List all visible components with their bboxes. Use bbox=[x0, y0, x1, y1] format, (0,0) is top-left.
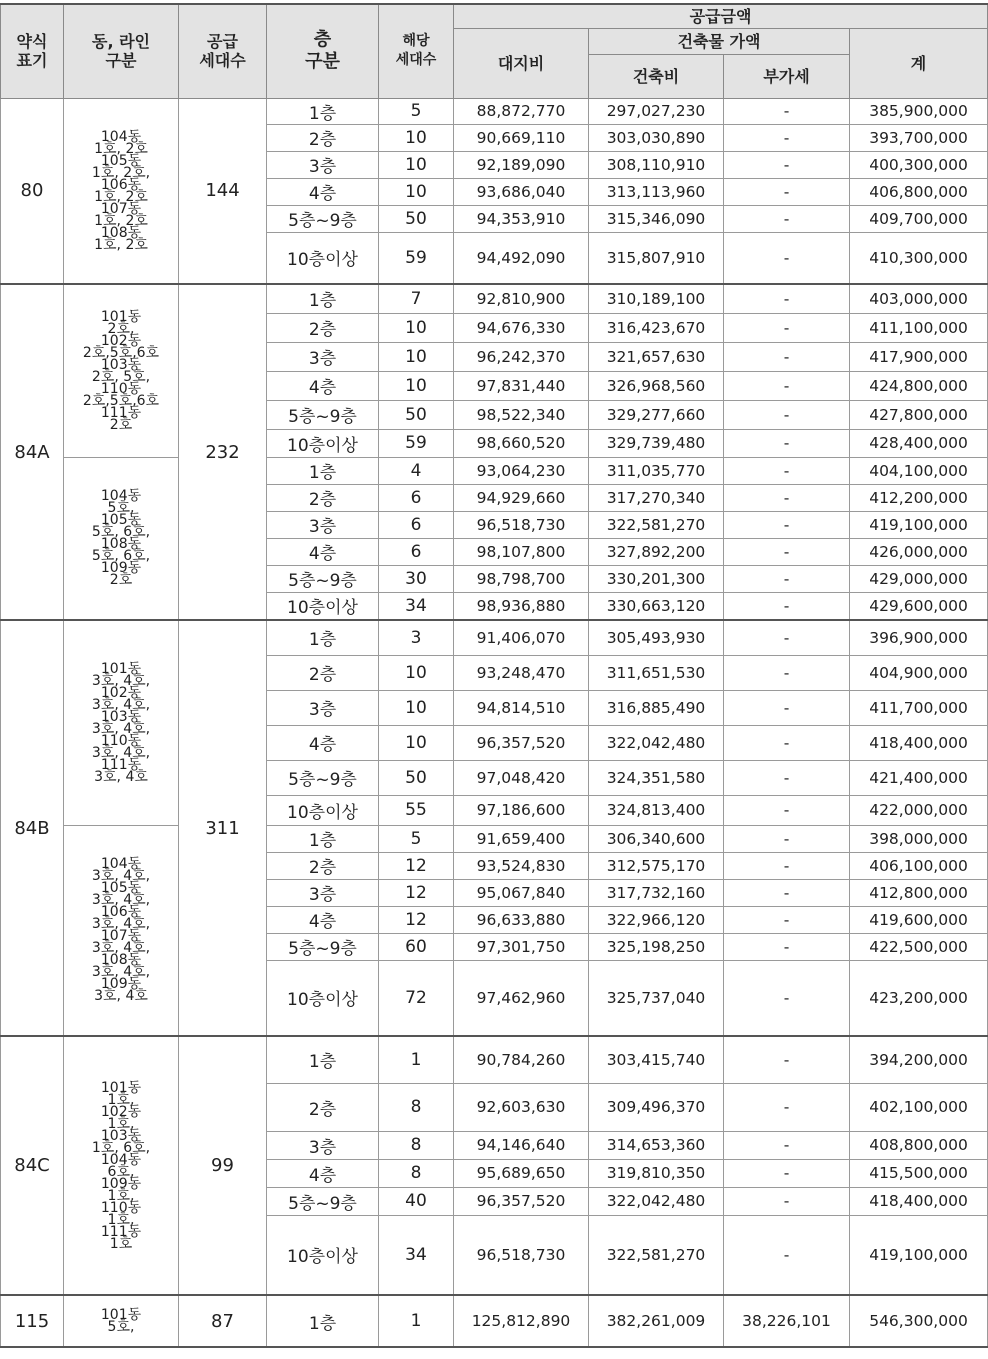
table-row bbox=[1, 1036, 988, 1083]
floor-cell: 5층~9층 bbox=[267, 400, 379, 429]
vat-cell: - bbox=[724, 371, 850, 400]
floor-units-cell: 40 bbox=[379, 1187, 454, 1215]
total-price-cell: 406,800,000 bbox=[850, 178, 988, 205]
building-price-cell: 330,201,300 bbox=[589, 565, 724, 592]
vat-cell: - bbox=[724, 1187, 850, 1215]
floor-cell: 4층 bbox=[267, 906, 379, 933]
floor-cell: 10층이상 bbox=[267, 232, 379, 284]
floor-units-cell: 60 bbox=[379, 933, 454, 960]
building-price-cell: 322,581,270 bbox=[589, 1215, 724, 1295]
vat-cell: - bbox=[724, 795, 850, 825]
building-price-cell: 314,653,360 bbox=[589, 1131, 724, 1159]
vat-cell: - bbox=[724, 98, 850, 124]
table-header bbox=[1, 4, 988, 98]
land-price-cell: 98,660,520 bbox=[454, 429, 589, 457]
table-row bbox=[1, 620, 988, 655]
supply-units-cell: 232 bbox=[179, 284, 267, 620]
total-price-cell: 428,400,000 bbox=[850, 429, 988, 457]
total-price-cell: 429,000,000 bbox=[850, 565, 988, 592]
type-cell: 84B bbox=[1, 620, 64, 1036]
land-price-cell: 93,686,040 bbox=[454, 178, 589, 205]
building-header: 건축비 bbox=[589, 54, 724, 98]
building-price-cell: 316,423,670 bbox=[589, 313, 724, 342]
land-price-cell: 98,936,880 bbox=[454, 592, 589, 620]
floor-cell: 10층이상 bbox=[267, 429, 379, 457]
land-price-cell: 91,659,400 bbox=[454, 825, 589, 852]
table-body bbox=[1, 98, 988, 1347]
floor-cell: 1층 bbox=[267, 620, 379, 655]
building-price-cell: 303,415,740 bbox=[589, 1036, 724, 1083]
floor-units-cell: 50 bbox=[379, 205, 454, 232]
vat-cell: - bbox=[724, 960, 850, 1036]
total-price-cell: 546,300,000 bbox=[850, 1295, 988, 1347]
land-price-cell: 93,064,230 bbox=[454, 457, 589, 484]
building-price-cell: 317,732,160 bbox=[589, 879, 724, 906]
total-price-cell: 427,800,000 bbox=[850, 400, 988, 429]
floor-units-cell: 59 bbox=[379, 232, 454, 284]
land-price-cell: 93,524,830 bbox=[454, 852, 589, 879]
building-price-cell: 329,739,480 bbox=[589, 429, 724, 457]
supply-units-cell: 144 bbox=[179, 98, 267, 284]
floor-cell: 10층이상 bbox=[267, 960, 379, 1036]
land-price-cell: 97,048,420 bbox=[454, 760, 589, 795]
total-price-cell: 422,000,000 bbox=[850, 795, 988, 825]
floor-cell: 3층 bbox=[267, 879, 379, 906]
floor-units-cell: 10 bbox=[379, 690, 454, 725]
total-price-cell: 422,500,000 bbox=[850, 933, 988, 960]
vat-cell: - bbox=[724, 655, 850, 690]
total-price-cell: 404,900,000 bbox=[850, 655, 988, 690]
land-price-cell: 94,929,660 bbox=[454, 484, 589, 511]
floor-units-cell: 50 bbox=[379, 760, 454, 795]
floor-cell: 4층 bbox=[267, 1159, 379, 1187]
table-row bbox=[1, 825, 988, 852]
total-price-cell: 426,000,000 bbox=[850, 538, 988, 565]
vat-cell: 38,226,101 bbox=[724, 1295, 850, 1347]
floor-cell: 3층 bbox=[267, 1131, 379, 1159]
floor-units-cell: 5 bbox=[379, 825, 454, 852]
vat-cell: - bbox=[724, 124, 850, 151]
total-price-cell: 412,800,000 bbox=[850, 879, 988, 906]
floor-units-cell: 12 bbox=[379, 879, 454, 906]
floor-cell: 1층 bbox=[267, 1295, 379, 1347]
dong-cell: 104동 3호, 4호, 105동 3호, 4호, 106동 3호, 4호, 107동 3호, 4호, 108동 3호, 4호, 109동 3호, 4호 bbox=[64, 825, 179, 1036]
vat-cell: - bbox=[724, 1036, 850, 1083]
floor-units-cell: 55 bbox=[379, 795, 454, 825]
dong-cell: 101동 3호, 4호, 102동 3호, 4호, 103동 3호, 4호, 110동 3호, 4호, 111동 3호, 4호 bbox=[64, 620, 179, 825]
floor-units-cell: 8 bbox=[379, 1159, 454, 1187]
building-price-cell: 310,189,100 bbox=[589, 284, 724, 313]
total-price-cell: 409,700,000 bbox=[850, 205, 988, 232]
floor-units-cell: 12 bbox=[379, 906, 454, 933]
vat-cell: - bbox=[724, 879, 850, 906]
building-price-cell: 317,270,340 bbox=[589, 484, 724, 511]
building-price-cell: 322,966,120 bbox=[589, 906, 724, 933]
land-price-cell: 94,146,640 bbox=[454, 1131, 589, 1159]
building-price-cell: 311,651,530 bbox=[589, 655, 724, 690]
total-price-cell: 398,000,000 bbox=[850, 825, 988, 852]
floor-units-cell: 1 bbox=[379, 1036, 454, 1083]
floor-header: 층 구분 bbox=[267, 4, 379, 98]
floor-units-cell: 10 bbox=[379, 313, 454, 342]
total-price-cell: 418,400,000 bbox=[850, 725, 988, 760]
vat-cell: - bbox=[724, 484, 850, 511]
floor-cell: 1층 bbox=[267, 1036, 379, 1083]
land-price-cell: 97,462,960 bbox=[454, 960, 589, 1036]
total-price-cell: 424,800,000 bbox=[850, 371, 988, 400]
total-price-cell: 415,500,000 bbox=[850, 1159, 988, 1187]
total-price-cell: 421,400,000 bbox=[850, 760, 988, 795]
building-price-cell: 322,042,480 bbox=[589, 1187, 724, 1215]
floor-cell: 2층 bbox=[267, 852, 379, 879]
floor-cell: 3층 bbox=[267, 342, 379, 371]
floor-cell: 1층 bbox=[267, 825, 379, 852]
total-header: 계 bbox=[850, 28, 988, 98]
building-price-cell: 309,496,370 bbox=[589, 1083, 724, 1131]
building-price-cell: 303,030,890 bbox=[589, 124, 724, 151]
land-header: 대지비 bbox=[454, 28, 589, 98]
land-price-cell: 96,242,370 bbox=[454, 342, 589, 371]
building-price-cell: 329,277,660 bbox=[589, 400, 724, 429]
floor-cell: 2층 bbox=[267, 655, 379, 690]
floor-cell: 2층 bbox=[267, 1083, 379, 1131]
vat-cell: - bbox=[724, 825, 850, 852]
vat-cell: - bbox=[724, 232, 850, 284]
land-price-cell: 98,798,700 bbox=[454, 565, 589, 592]
floor-cell: 10층이상 bbox=[267, 592, 379, 620]
vat-cell: - bbox=[724, 690, 850, 725]
land-price-cell: 92,189,090 bbox=[454, 151, 589, 178]
total-price-cell: 394,200,000 bbox=[850, 1036, 988, 1083]
land-price-cell: 96,357,520 bbox=[454, 725, 589, 760]
dong-header: 동, 라인 구분 bbox=[64, 4, 179, 98]
vat-cell: - bbox=[724, 1131, 850, 1159]
building-price-cell: 382,261,009 bbox=[589, 1295, 724, 1347]
land-price-cell: 125,812,890 bbox=[454, 1295, 589, 1347]
floor-units-cell: 6 bbox=[379, 511, 454, 538]
floor-units-cell: 7 bbox=[379, 284, 454, 313]
floor-units-cell: 6 bbox=[379, 538, 454, 565]
vat-cell: - bbox=[724, 906, 850, 933]
floor-units-cell: 34 bbox=[379, 592, 454, 620]
floor-cell: 1층 bbox=[267, 457, 379, 484]
vat-cell: - bbox=[724, 313, 850, 342]
total-price-cell: 385,900,000 bbox=[850, 98, 988, 124]
land-price-cell: 95,689,650 bbox=[454, 1159, 589, 1187]
table-row bbox=[1, 457, 988, 484]
land-price-cell: 93,248,470 bbox=[454, 655, 589, 690]
total-price-cell: 402,100,000 bbox=[850, 1083, 988, 1131]
floor-units-cell: 8 bbox=[379, 1131, 454, 1159]
total-price-cell: 411,100,000 bbox=[850, 313, 988, 342]
dong-cell: 104동 5호, 105동 5호, 6호, 108동 5호, 6호, 109동 2호 bbox=[64, 457, 179, 620]
type-header: 약식 표기 bbox=[1, 4, 64, 98]
floor-units-cell: 5 bbox=[379, 98, 454, 124]
type-cell: 84C bbox=[1, 1036, 64, 1295]
total-price-cell: 417,900,000 bbox=[850, 342, 988, 371]
floor-cell: 3층 bbox=[267, 690, 379, 725]
building-price-cell: 312,575,170 bbox=[589, 852, 724, 879]
vat-cell: - bbox=[724, 284, 850, 313]
table-row bbox=[1, 1295, 988, 1347]
type-cell: 115 bbox=[1, 1295, 64, 1347]
floor-units-cell: 3 bbox=[379, 620, 454, 655]
total-price-cell: 404,100,000 bbox=[850, 457, 988, 484]
land-price-cell: 95,067,840 bbox=[454, 879, 589, 906]
vat-cell: - bbox=[724, 933, 850, 960]
floor-cell: 3층 bbox=[267, 151, 379, 178]
floor-units-cell: 10 bbox=[379, 124, 454, 151]
vat-cell: - bbox=[724, 400, 850, 429]
floor-units-cell: 59 bbox=[379, 429, 454, 457]
total-price-cell: 423,200,000 bbox=[850, 960, 988, 1036]
supply-units-cell: 99 bbox=[179, 1036, 267, 1295]
floor-units-cell: 30 bbox=[379, 565, 454, 592]
floor-cell: 1층 bbox=[267, 98, 379, 124]
floor-units-cell: 12 bbox=[379, 852, 454, 879]
land-price-cell: 97,301,750 bbox=[454, 933, 589, 960]
table-row bbox=[1, 98, 988, 124]
floor-cell: 10층이상 bbox=[267, 795, 379, 825]
land-price-cell: 94,676,330 bbox=[454, 313, 589, 342]
land-price-cell: 90,669,110 bbox=[454, 124, 589, 151]
total-price-cell: 400,300,000 bbox=[850, 151, 988, 178]
vat-cell: - bbox=[724, 620, 850, 655]
floor-cell: 4층 bbox=[267, 538, 379, 565]
floor-units-cell: 8 bbox=[379, 1083, 454, 1131]
floor-cell: 4층 bbox=[267, 371, 379, 400]
floor-cell: 5층~9층 bbox=[267, 760, 379, 795]
vat-cell: - bbox=[724, 592, 850, 620]
building-price-header: 건축물 가액 bbox=[589, 28, 850, 54]
floor-units-cell: 10 bbox=[379, 371, 454, 400]
total-price-cell: 396,900,000 bbox=[850, 620, 988, 655]
floor-cell: 3층 bbox=[267, 511, 379, 538]
building-price-cell: 297,027,230 bbox=[589, 98, 724, 124]
land-price-cell: 96,518,730 bbox=[454, 1215, 589, 1295]
floor-cell: 2층 bbox=[267, 124, 379, 151]
total-price-cell: 419,100,000 bbox=[850, 1215, 988, 1295]
supply-price-header: 공급금액 bbox=[454, 4, 988, 28]
total-price-cell: 419,600,000 bbox=[850, 906, 988, 933]
table-row bbox=[1, 284, 988, 313]
dong-cell: 101동 2호, 102동 2호,5호,6호 103동 2호, 5호, 110동 2호,5호,6호 111동 2호 bbox=[64, 284, 179, 457]
land-price-cell: 94,353,910 bbox=[454, 205, 589, 232]
land-price-cell: 98,522,340 bbox=[454, 400, 589, 429]
floor-cell: 2층 bbox=[267, 313, 379, 342]
floor-units-cell: 1 bbox=[379, 1295, 454, 1347]
land-price-cell: 91,406,070 bbox=[454, 620, 589, 655]
vat-cell: - bbox=[724, 178, 850, 205]
vat-cell: - bbox=[724, 725, 850, 760]
building-price-cell: 321,657,630 bbox=[589, 342, 724, 371]
vat-cell: - bbox=[724, 205, 850, 232]
supply-price-table bbox=[0, 3, 988, 1348]
floor-units-cell: 10 bbox=[379, 151, 454, 178]
land-price-cell: 88,872,770 bbox=[454, 98, 589, 124]
land-price-cell: 97,831,440 bbox=[454, 371, 589, 400]
land-price-cell: 96,633,880 bbox=[454, 906, 589, 933]
dong-cell: 101동 5호, bbox=[64, 1295, 179, 1347]
floor-cell: 1층 bbox=[267, 284, 379, 313]
building-price-cell: 313,113,960 bbox=[589, 178, 724, 205]
land-price-cell: 90,784,260 bbox=[454, 1036, 589, 1083]
land-price-cell: 92,810,900 bbox=[454, 284, 589, 313]
building-price-cell: 315,807,910 bbox=[589, 232, 724, 284]
land-price-cell: 98,107,800 bbox=[454, 538, 589, 565]
land-price-cell: 97,186,600 bbox=[454, 795, 589, 825]
floor-cell: 5층~9층 bbox=[267, 933, 379, 960]
floor-units-cell: 4 bbox=[379, 457, 454, 484]
total-price-cell: 418,400,000 bbox=[850, 1187, 988, 1215]
floor-cell: 2층 bbox=[267, 484, 379, 511]
building-price-cell: 327,892,200 bbox=[589, 538, 724, 565]
building-price-cell: 322,042,480 bbox=[589, 725, 724, 760]
floor-units-cell: 10 bbox=[379, 725, 454, 760]
land-price-cell: 94,492,090 bbox=[454, 232, 589, 284]
building-price-cell: 330,663,120 bbox=[589, 592, 724, 620]
floor-units-cell: 10 bbox=[379, 178, 454, 205]
building-price-cell: 324,813,400 bbox=[589, 795, 724, 825]
building-price-cell: 324,351,580 bbox=[589, 760, 724, 795]
total-price-cell: 406,100,000 bbox=[850, 852, 988, 879]
dong-cell: 104동 1호, 2호 105동 1호, 2호, 106동 1호, 2호 107동 1호, 2호 108동 1호, 2호 bbox=[64, 98, 179, 284]
floor-cell: 5층~9층 bbox=[267, 1187, 379, 1215]
floor-cell: 4층 bbox=[267, 178, 379, 205]
dong-cell: 101동 1호, 102동 1호, 103동 1호, 6호, 104동 6호, 109동 1호, 110동 1호, 111동 1호 bbox=[64, 1036, 179, 1295]
vat-header: 부가세 bbox=[724, 54, 850, 98]
total-price-cell: 403,000,000 bbox=[850, 284, 988, 313]
vat-cell: - bbox=[724, 1083, 850, 1131]
building-price-cell: 325,737,040 bbox=[589, 960, 724, 1036]
building-price-cell: 326,968,560 bbox=[589, 371, 724, 400]
vat-cell: - bbox=[724, 151, 850, 178]
total-price-cell: 408,800,000 bbox=[850, 1131, 988, 1159]
total-price-cell: 393,700,000 bbox=[850, 124, 988, 151]
total-price-cell: 429,600,000 bbox=[850, 592, 988, 620]
supply-units-cell: 311 bbox=[179, 620, 267, 1036]
building-price-cell: 306,340,600 bbox=[589, 825, 724, 852]
floor-units-header: 해당 세대수 bbox=[379, 4, 454, 98]
floor-cell: 5층~9층 bbox=[267, 565, 379, 592]
vat-cell: - bbox=[724, 852, 850, 879]
vat-cell: - bbox=[724, 457, 850, 484]
building-price-cell: 325,198,250 bbox=[589, 933, 724, 960]
floor-units-cell: 50 bbox=[379, 400, 454, 429]
total-price-cell: 411,700,000 bbox=[850, 690, 988, 725]
building-price-cell: 315,346,090 bbox=[589, 205, 724, 232]
building-price-cell: 322,581,270 bbox=[589, 511, 724, 538]
vat-cell: - bbox=[724, 429, 850, 457]
floor-cell: 4층 bbox=[267, 725, 379, 760]
floor-units-cell: 10 bbox=[379, 655, 454, 690]
land-price-cell: 94,814,510 bbox=[454, 690, 589, 725]
vat-cell: - bbox=[724, 1159, 850, 1187]
building-price-cell: 311,035,770 bbox=[589, 457, 724, 484]
land-price-cell: 96,357,520 bbox=[454, 1187, 589, 1215]
building-price-cell: 316,885,490 bbox=[589, 690, 724, 725]
vat-cell: - bbox=[724, 342, 850, 371]
supply-units-cell: 87 bbox=[179, 1295, 267, 1347]
building-price-cell: 319,810,350 bbox=[589, 1159, 724, 1187]
vat-cell: - bbox=[724, 1215, 850, 1295]
floor-cell: 5층~9층 bbox=[267, 205, 379, 232]
type-cell: 84A bbox=[1, 284, 64, 620]
building-price-cell: 308,110,910 bbox=[589, 151, 724, 178]
type-cell: 80 bbox=[1, 98, 64, 284]
floor-units-cell: 6 bbox=[379, 484, 454, 511]
vat-cell: - bbox=[724, 511, 850, 538]
floor-cell: 10층이상 bbox=[267, 1215, 379, 1295]
land-price-cell: 92,603,630 bbox=[454, 1083, 589, 1131]
total-price-cell: 410,300,000 bbox=[850, 232, 988, 284]
supply-units-header: 공급 세대수 bbox=[179, 4, 267, 98]
floor-units-cell: 34 bbox=[379, 1215, 454, 1295]
vat-cell: - bbox=[724, 538, 850, 565]
total-price-cell: 419,100,000 bbox=[850, 511, 988, 538]
land-price-cell: 96,518,730 bbox=[454, 511, 589, 538]
total-price-cell: 412,200,000 bbox=[850, 484, 988, 511]
floor-units-cell: 10 bbox=[379, 342, 454, 371]
building-price-cell: 305,493,930 bbox=[589, 620, 724, 655]
vat-cell: - bbox=[724, 565, 850, 592]
floor-units-cell: 72 bbox=[379, 960, 454, 1036]
vat-cell: - bbox=[724, 760, 850, 795]
